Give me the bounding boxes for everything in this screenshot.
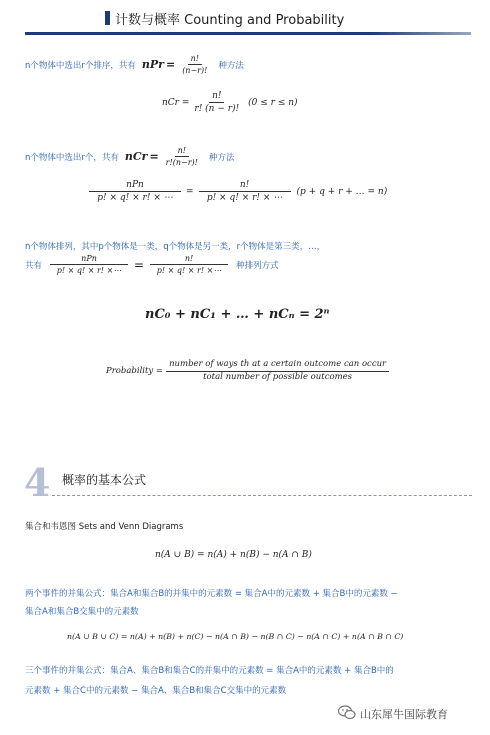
arrangement-fraction-1 xyxy=(50,254,128,275)
multinomial-denominator-1: p! × q! × r! × ⋯ xyxy=(97,193,173,204)
section-number: 4 xyxy=(24,460,51,505)
union-two-text-1: 两个事件的并集公式：集合A和集合B的并集中的元素数 = 集合A中的元素数 + 集合B中的元素数 − xyxy=(25,589,398,599)
permutation-line: n个物体中选出r个排序，共有 nPr = $\frac{n!}{(n-r)!}$ 种方法 xyxy=(25,54,244,76)
combination2-numerator: n! xyxy=(175,146,189,157)
probability-fraction xyxy=(166,360,389,383)
arrangement-prefix: 共有 xyxy=(25,260,43,271)
permutation-denominator: (n−r)! xyxy=(182,66,208,76)
arrangement-intro: n个物体排列，其中p个物体是一类，q个物体是另一类，r个物体是第三类，…， xyxy=(25,242,326,252)
header-divider xyxy=(25,32,471,35)
probability-lhs: Probability = xyxy=(106,366,164,377)
permutation-numerator: n! xyxy=(188,54,202,65)
union-three-text-1: 三个事件的并集公式：集合A、集合B和集合C的并集中的元素数 = 集合A中的元素数 + 集合B中的 xyxy=(25,666,394,676)
page-title: 计数与概率 Counting and Probability xyxy=(115,13,345,28)
multinomial-fraction-2 xyxy=(199,180,291,204)
combination-formula xyxy=(162,91,298,115)
multinomial-fraction-1 xyxy=(89,180,181,204)
probability-denominator: total number of possible outcomes xyxy=(203,371,353,382)
multinomial-numerator-2: n! xyxy=(199,180,291,192)
arrangement-denominator-1: p! × q! × r! ×⋯ xyxy=(56,266,122,276)
binomial-sum-formula: nC₀ + nC₁ + … + nCₙ = 2ⁿ xyxy=(145,307,330,322)
combination-lhs: nCr = xyxy=(162,97,190,108)
probability-formula xyxy=(106,360,391,383)
wechat-icon xyxy=(338,705,356,720)
section-divider xyxy=(52,495,472,496)
arrangement-numerator-1: nPn xyxy=(50,254,128,265)
arrangement-fraction-2 xyxy=(150,254,228,275)
permutation-fraction xyxy=(179,54,210,75)
arrangement-denominator-2: p! × q! × r! ×⋯ xyxy=(156,266,222,276)
combination2-suffix: 种方法 xyxy=(208,152,235,163)
permutation-intro: n个物体中选出r个排序，共有 xyxy=(25,60,136,71)
sets-heading: 集合和韦恩图 Sets and Venn Diagrams xyxy=(25,522,184,532)
union-two-formula: n(A ∪ B) = n(A) + n(B) − n(A ∩ B) xyxy=(155,550,312,560)
probability-numerator: number of ways th at a certain outcome can occur xyxy=(166,360,389,372)
multinomial-denominator-2: p! × q! × r! × ⋯ xyxy=(206,193,283,204)
arrangement-numerator-2: n! xyxy=(150,254,228,265)
union-two-text-2: 集合A和集合B交集中的元素数 xyxy=(25,607,139,617)
header-marker xyxy=(105,11,110,25)
multinomial-formula xyxy=(87,180,387,204)
combination2-denominator: r!(n−r)! xyxy=(165,158,198,168)
combination-intro: n个物体中选出r个，共有 xyxy=(25,152,119,163)
arrangement-equals: = xyxy=(134,257,145,272)
multinomial-condition: (p + q + r + … = n) xyxy=(296,186,388,197)
permutation-symbol: nPr xyxy=(141,58,164,72)
multinomial-numerator-1: nPn xyxy=(89,180,181,192)
union-three-formula: n(A ∪ B ∪ C) = n(A) + n(B) + n(C) − n(A ∩ B) − n(B ∩ C) − n(A ∩ C) + n(A ∩ B ∩ C) xyxy=(67,632,404,641)
union-three-text-2: 元素数 + 集合C中的元素数 − 集合A、集合B和集合C交集中的元素数 xyxy=(25,686,287,696)
combination-line: n个物体中选出r个，共有 nCr = $\frac{n!}{r!(n-r)!}$ 种方法 xyxy=(25,146,235,168)
multinomial-equals: = xyxy=(186,186,194,197)
combination-numerator: n! xyxy=(209,91,224,103)
watermark-text: 山东犀牛国际教育 xyxy=(360,708,448,721)
combination2-fraction xyxy=(163,146,201,167)
arrangement-line xyxy=(25,254,279,275)
combination-condition: (0 ≤ r ≤ n) xyxy=(248,97,298,108)
section-title: 概率的基本公式 xyxy=(62,473,147,487)
page-header xyxy=(95,8,475,30)
combination-symbol: nCr xyxy=(124,150,148,164)
permutation-suffix: 种方法 xyxy=(218,60,244,71)
arrangement-suffix: 种排列方式 xyxy=(236,260,279,271)
combination-fraction xyxy=(191,91,242,115)
combination-denominator: r! (n − r)! xyxy=(194,104,240,115)
